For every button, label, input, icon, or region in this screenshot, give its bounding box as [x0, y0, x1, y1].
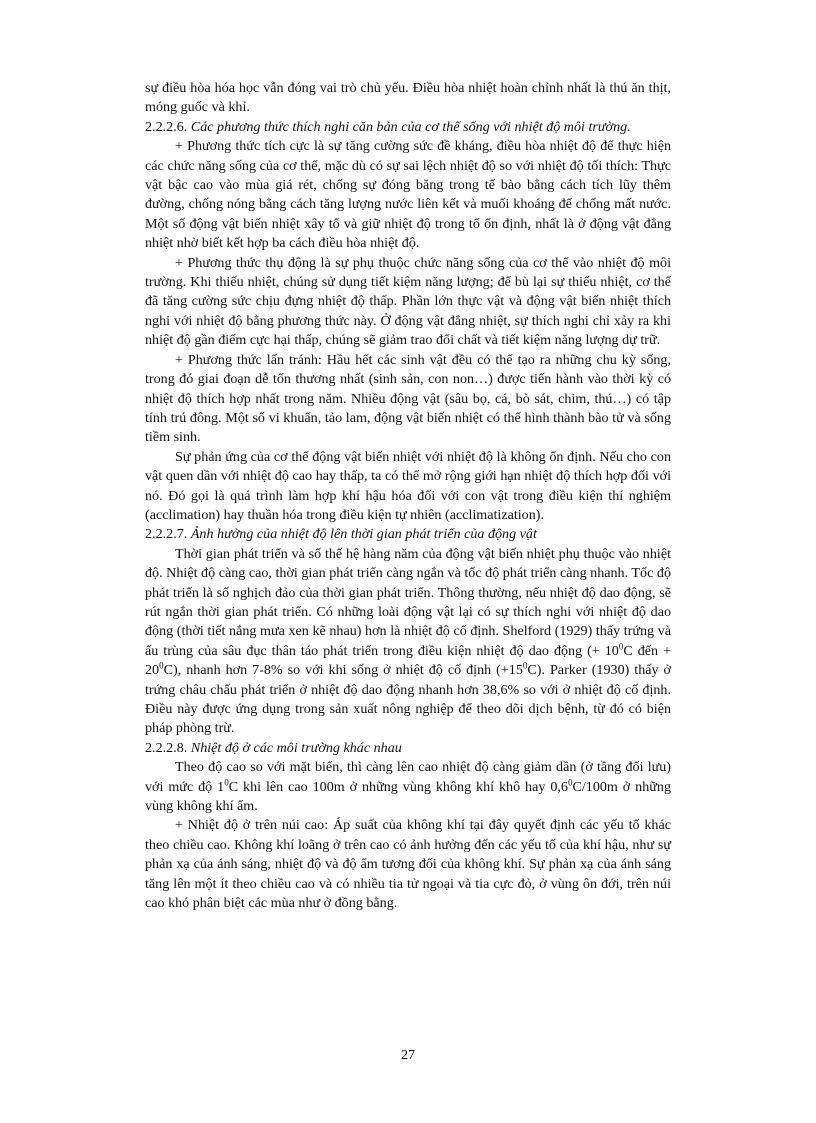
superscript: 0	[522, 660, 528, 671]
text-run: C). Parker (1930) thấy ở trứng châu chấu phát triển ở nhiệt độ dao động nhanh hơn 38,6% so với ở nhiệt độ cố định. Điều này được ứng dụng trong sản xuất nông nghiệp để theo dõi dịch bệnh, từ đó có biện pháp phòng trừ.	[145, 662, 671, 737]
superscript: 0	[618, 641, 624, 652]
superscript: 0	[567, 776, 573, 787]
intro-paragraph: sự điều hòa hóa học vẫn đóng vai trò chủ yếu. Điều hòa nhiệt hoàn chỉnh nhất là thú ăn thịt, móng guốc và khỉ.	[145, 80, 671, 116]
superscript: 0	[224, 776, 229, 787]
section-heading-2-2-2-6	[145, 118, 671, 137]
section-number: 2.2.2.7.	[145, 526, 188, 543]
superscript: 0	[159, 660, 164, 671]
paragraph: + Phương thức tích cực là sự tăng cường sức đề kháng, điều hòa nhiệt độ để thực hiện các chức năng sống của cơ thể, mặc dù có sự sai lệch nhiệt độ so với nhiệt độ tối thích: Thực vật bậc cao vào mùa giá rét, chống sự đóng băng trong tế bào bằng cách tích lũy thêm đường, chống nóng bằng cách tăng lượng nước liên kết và muối khoáng để chống mất nước. Một số động vật biến nhiệt xây tổ và giữ nhiệt độ trong tổ ổn định, nhất là ở động vật đẳng nhiệt nhờ biết kết hợp ba cách điều hòa nhiệt độ.	[145, 138, 671, 252]
text-run: Theo độ cao so với mặt biển, thì càng lên cao nhiệt độ càng giảm dần (ở tầng đối lưu) với mức độ 1	[145, 759, 671, 795]
section-title: Ảnh hưởng của nhiệt độ lên thời gian phát triển của động vật	[190, 526, 537, 543]
page-number: 27	[400, 1047, 416, 1063]
paragraph	[145, 758, 671, 816]
section-number: 2.2.2.6.	[145, 118, 188, 135]
section-number: 2.2.2.8.	[145, 739, 188, 756]
text-run: C), nhanh hơn 7-8% so với khi sống ở nhiệt độ cố định (+15	[163, 662, 523, 679]
text-run: C/100m ở những vùng không khí ẩm.	[145, 778, 672, 815]
paragraph	[145, 545, 671, 739]
text-run: Thời gian phát triển và số thế hệ hàng năm của động vật biến nhiệt phụ thuộc vào nhiệt độ. Nhiệt độ càng cao, thời gian phát triển càng ngắn và tốc độ phát triển càng nhanh. Tốc độ phát triển là số nghịch đảo của thời gian phát triển. Thông thường, nếu nhiệt độ dao động, sẽ rút ngắn thời gian phát triển. Có những loài động vật lại có sự thích nghi với nhiệt độ dao động (thời tiết nắng mưa xen kẽ nhau) hơn là nhiệt độ cố định. Shelford (1929) thấy trứng và ấu trùng của sâu đục thân táo phát triển trong điều kiện nhiệt độ dao động (+ 10	[145, 545, 671, 659]
section-heading-2-2-2-8	[145, 739, 671, 758]
paragraph: + Nhiệt độ ở trên núi cao: Áp suất của không khí tại đây quyết định các yếu tố khác theo chiều cao. Không khí loãng ở trên cao có ảnh hưởng đến các yếu tố của khí hậu, như sự phản xạ của ánh sáng, nhiệt độ và độ ẩm tương đối của không khí. Sự phản xạ của ánh sáng tăng lên một ít theo chiều cao và có nhiều tia tử ngoại và tia cực đỏ, ở vùng ôn đới, trên núi cao khó phân biệt các mùa như ở đồng bằng.	[145, 817, 671, 912]
document-page	[145, 79, 671, 913]
section-title: Nhiệt độ ở các môi trường khác nhau	[190, 739, 402, 756]
text-run: C đến + 20	[145, 642, 672, 679]
paragraph: + Phương thức lẩn tránh: Hầu hết các sinh vật đều có thể tạo ra những chu kỳ sống, trong đó giai đoạn dễ tổn thương nhất (sinh sản, con non…) được tiến hành vào thời kỳ có nhiệt độ thích hợp nhất trong năm. Nhiều động vật (sâu bọ, cá, bò sát, chim, thú…) có tập tính trú đông. Một số vi khuẩn, tảo lam, động vật biến nhiệt có thể hình thành bào tử và sống tiềm sinh.	[145, 351, 671, 446]
section-heading-2-2-2-7	[145, 525, 671, 544]
paragraph: + Phương thức thụ động là sự phụ thuộc chức năng sống của cơ thể vào nhiệt độ môi trường. Khi thiếu nhiệt, chúng sử dụng tiết kiệm năng lượng; để bù lại sự thiếu nhiệt, cơ thể đã tăng cường sức chịu đựng nhiệt độ thấp. Phần lớn thực vật và động vật biến nhiệt thích nghi với nhiệt độ bằng phương thức này. Ở động vật đẳng nhiệt, sự thích nghi chỉ xảy ra khi nhiệt độ gần điểm cực hại thấp, chúng sẽ giảm trao đổi chất và tiết kiệm năng lượng dự trữ.	[145, 254, 671, 349]
section-title: Các phương thức thích nghi căn bản của cơ thể sống với nhiệt độ môi trường.	[190, 118, 631, 135]
paragraph: Sự phản ứng của cơ thể động vật biến nhiệt với nhiệt độ là không ổn định. Nếu cho con vật quen dần với nhiệt độ cao hay thấp, ta có thể mở rộng giới hạn nhiệt độ thích hợp đối với nó. Đó gọi là quá trình làm hợp khí hậu hóa đối với con vật trong điều kiện thí nghiệm (acclimation) hay thuần hóa trong điều kiện tự nhiên (acclimatization).	[145, 448, 671, 523]
text-run: C khi lên cao 100m ở những vùng không khí khô hay 0,6	[228, 778, 568, 795]
